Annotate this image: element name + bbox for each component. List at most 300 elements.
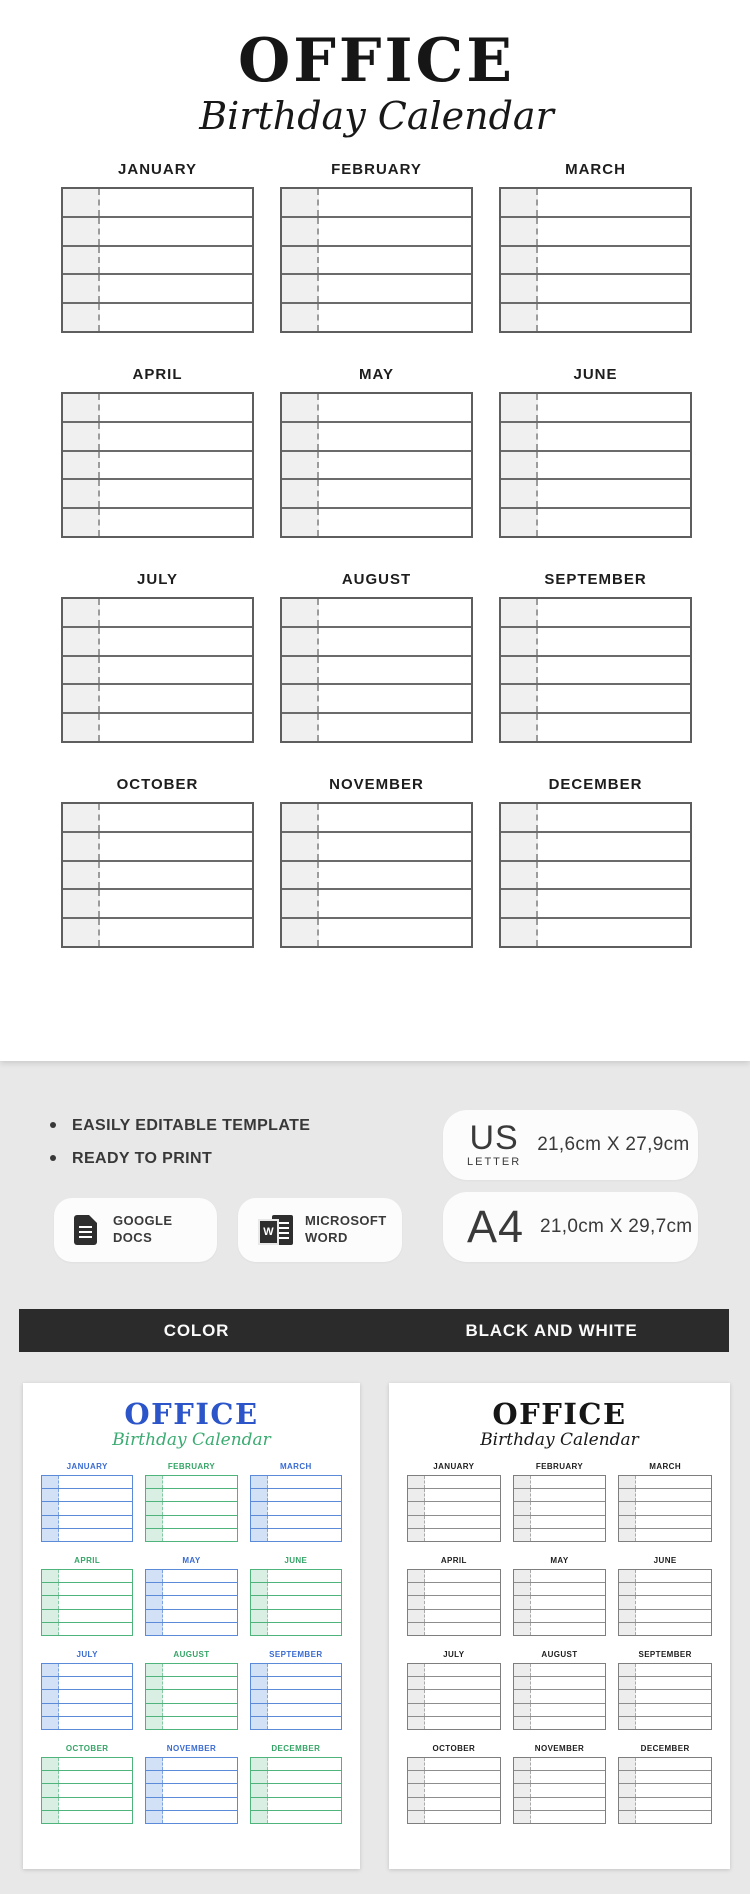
birthday-row	[501, 189, 690, 216]
month-august	[145, 1650, 237, 1730]
birthday-row	[501, 273, 690, 302]
date-cell	[514, 1717, 531, 1729]
birthday-row	[146, 1622, 236, 1635]
month-label: OCTOBER	[116, 776, 199, 793]
month-table	[250, 1757, 342, 1824]
date-cell	[408, 1811, 425, 1823]
birthday-row	[282, 804, 471, 831]
birthday-row	[251, 1770, 341, 1783]
date-cell	[42, 1690, 59, 1702]
birthday-row	[619, 1664, 711, 1676]
birthday-row	[42, 1783, 132, 1796]
date-cell	[146, 1784, 163, 1796]
month-table	[280, 392, 473, 538]
month-table	[407, 1757, 501, 1824]
birthday-row	[63, 831, 252, 860]
date-cell	[619, 1583, 636, 1595]
date-cell	[501, 247, 538, 274]
month-table	[250, 1475, 342, 1542]
page-title: OFFICE	[237, 26, 515, 96]
date-cell	[408, 1610, 425, 1622]
birthday-row	[251, 1703, 341, 1716]
birthday-row	[63, 507, 252, 536]
date-cell	[42, 1583, 59, 1595]
date-cell	[146, 1811, 163, 1823]
birthday-row	[146, 1515, 236, 1528]
month-may	[145, 1556, 237, 1636]
month-table	[41, 1569, 133, 1636]
date-cell	[251, 1664, 268, 1676]
date-cell	[282, 423, 319, 450]
birthday-row	[408, 1797, 500, 1810]
birthday-row	[514, 1488, 606, 1501]
date-cell	[408, 1704, 425, 1716]
month-july	[407, 1650, 501, 1730]
date-cell	[514, 1489, 531, 1501]
month-june	[250, 1556, 342, 1636]
birthday-row	[146, 1676, 236, 1689]
month-february	[513, 1462, 607, 1542]
microsoft-word-icon: W	[258, 1215, 293, 1245]
month-table	[280, 802, 473, 948]
date-cell	[501, 423, 538, 450]
birthday-row	[63, 189, 252, 216]
date-cell	[63, 480, 100, 507]
date-cell	[282, 189, 319, 216]
date-cell	[408, 1570, 425, 1582]
month-february	[145, 1462, 237, 1542]
month-label: SEPTEMBER	[638, 1650, 692, 1659]
date-cell	[42, 1798, 59, 1810]
size-sub: LETTER	[467, 1155, 522, 1168]
birthday-row	[146, 1488, 236, 1501]
month-table	[250, 1663, 342, 1730]
date-cell	[251, 1811, 268, 1823]
birthday-row	[619, 1515, 711, 1528]
date-cell	[42, 1758, 59, 1770]
month-label: JANUARY	[118, 161, 197, 178]
month-label: AUGUST	[541, 1650, 578, 1659]
month-table	[618, 1569, 712, 1636]
month-label: FEBRUARY	[331, 161, 422, 178]
month-label: OCTOBER	[65, 1744, 109, 1753]
date-cell	[282, 394, 319, 421]
birthday-row	[42, 1664, 132, 1676]
birthday-row	[42, 1689, 132, 1702]
bw-variant-thumbnail	[389, 1383, 730, 1869]
variant-label-color[interactable]: COLOR	[163, 1320, 230, 1340]
month-august	[513, 1650, 607, 1730]
birthday-row	[514, 1703, 606, 1716]
size-badge-a4	[443, 1192, 698, 1262]
feature-item: READY TO PRINT	[48, 1150, 310, 1168]
date-cell	[619, 1476, 636, 1488]
month-table	[41, 1475, 133, 1542]
date-cell	[514, 1704, 531, 1716]
feature-item: EASILY EDITABLE TEMPLATE	[48, 1117, 310, 1135]
birthday-row	[251, 1689, 341, 1702]
birthday-row	[501, 917, 690, 946]
date-cell	[63, 890, 100, 917]
month-label: APRIL	[440, 1556, 467, 1565]
date-cell	[619, 1717, 636, 1729]
date-cell	[619, 1771, 636, 1783]
date-cell	[146, 1489, 163, 1501]
birthday-row	[282, 394, 471, 421]
birthday-row	[501, 421, 690, 450]
date-cell	[408, 1489, 425, 1501]
birthday-row	[282, 917, 471, 946]
variant-label-black-and-white[interactable]: BLACK AND WHITE	[465, 1320, 638, 1340]
birthday-row	[63, 860, 252, 889]
month-label: JULY	[76, 1650, 98, 1659]
month-label: FEBRUARY	[167, 1462, 216, 1471]
birthday-row	[42, 1595, 132, 1608]
date-cell	[514, 1502, 531, 1514]
birthday-row	[501, 478, 690, 507]
birthday-row	[501, 860, 690, 889]
date-cell	[282, 304, 319, 331]
microsoft-word-chip[interactable]	[238, 1198, 402, 1262]
date-cell	[42, 1784, 59, 1796]
birthday-row	[42, 1515, 132, 1528]
date-cell	[501, 480, 538, 507]
date-cell	[42, 1623, 59, 1635]
date-cell	[408, 1583, 425, 1595]
month-table	[145, 1475, 237, 1542]
date-cell	[408, 1502, 425, 1514]
month-grid	[23, 1462, 360, 1824]
month-label: NOVEMBER	[534, 1744, 585, 1753]
birthday-row	[514, 1758, 606, 1770]
month-table	[499, 802, 692, 948]
birthday-row	[146, 1609, 236, 1622]
date-cell	[619, 1798, 636, 1810]
birthday-row	[501, 831, 690, 860]
date-cell	[42, 1476, 59, 1488]
birthday-row	[42, 1609, 132, 1622]
birthday-row	[63, 421, 252, 450]
month-label: NOVEMBER	[166, 1744, 217, 1753]
birthday-row	[619, 1622, 711, 1635]
month-table	[499, 597, 692, 743]
date-cell	[619, 1677, 636, 1689]
birthday-row	[514, 1528, 606, 1541]
date-cell	[282, 657, 319, 684]
birthday-row	[63, 478, 252, 507]
date-cell	[63, 804, 100, 831]
birthday-row	[619, 1758, 711, 1770]
birthday-row	[251, 1664, 341, 1676]
month-table	[499, 187, 692, 333]
date-cell	[619, 1570, 636, 1582]
birthday-row	[42, 1758, 132, 1770]
date-cell	[251, 1596, 268, 1608]
date-cell	[282, 862, 319, 889]
month-october	[407, 1744, 501, 1824]
birthday-row	[42, 1528, 132, 1541]
month-label: APRIL	[132, 366, 183, 383]
date-cell	[282, 804, 319, 831]
date-cell	[408, 1623, 425, 1635]
month-november	[145, 1744, 237, 1824]
birthday-row	[408, 1758, 500, 1770]
birthday-row	[501, 599, 690, 626]
color-variant-thumbnail	[23, 1383, 360, 1869]
date-cell	[282, 480, 319, 507]
date-cell	[514, 1596, 531, 1608]
birthday-row	[63, 216, 252, 245]
month-table	[407, 1475, 501, 1542]
month-table	[618, 1475, 712, 1542]
date-cell	[63, 628, 100, 655]
date-cell	[42, 1717, 59, 1729]
month-october	[61, 776, 254, 948]
date-cell	[282, 509, 319, 536]
date-cell	[514, 1784, 531, 1796]
birthday-row	[501, 655, 690, 684]
birthday-row	[282, 831, 471, 860]
date-cell	[282, 275, 319, 302]
date-cell	[251, 1771, 268, 1783]
date-cell	[251, 1502, 268, 1514]
month-january	[41, 1462, 133, 1542]
date-cell	[282, 890, 319, 917]
birthday-row	[514, 1797, 606, 1810]
birthday-row	[63, 804, 252, 831]
birthday-row	[282, 507, 471, 536]
date-cell	[146, 1771, 163, 1783]
date-cell	[63, 862, 100, 889]
birthday-row	[282, 888, 471, 917]
birthday-row	[42, 1622, 132, 1635]
date-cell	[501, 919, 538, 946]
chip-label: MICROSOFT WORD	[305, 1213, 387, 1245]
month-label: DECEMBER	[271, 1744, 321, 1753]
month-grid	[389, 1462, 730, 1824]
month-label: OCTOBER	[432, 1744, 476, 1753]
date-cell	[251, 1704, 268, 1716]
birthday-row	[501, 245, 690, 274]
date-cell	[514, 1583, 531, 1595]
birthday-row	[514, 1595, 606, 1608]
size-badge-us-letter	[443, 1110, 698, 1180]
date-cell	[282, 628, 319, 655]
month-label: JANUARY	[433, 1462, 475, 1471]
date-cell	[501, 452, 538, 479]
date-cell	[63, 685, 100, 712]
birthday-row	[619, 1689, 711, 1702]
month-september	[499, 571, 692, 743]
date-cell	[619, 1758, 636, 1770]
birthday-row	[282, 683, 471, 712]
birthday-row	[408, 1810, 500, 1823]
birthday-row	[619, 1797, 711, 1810]
date-cell	[146, 1610, 163, 1622]
date-cell	[251, 1489, 268, 1501]
birthday-row	[619, 1703, 711, 1716]
date-cell	[619, 1811, 636, 1823]
date-cell	[146, 1704, 163, 1716]
birthday-row	[282, 712, 471, 741]
date-cell	[408, 1717, 425, 1729]
date-cell	[146, 1717, 163, 1729]
date-cell	[619, 1690, 636, 1702]
month-table	[61, 802, 254, 948]
date-cell	[63, 599, 100, 626]
birthday-row	[501, 216, 690, 245]
date-cell	[408, 1784, 425, 1796]
date-cell	[63, 394, 100, 421]
birthday-row	[619, 1582, 711, 1595]
birthday-row	[42, 1501, 132, 1514]
date-cell	[63, 452, 100, 479]
month-table	[280, 597, 473, 743]
birthday-row	[63, 273, 252, 302]
birthday-row	[408, 1515, 500, 1528]
date-cell	[251, 1516, 268, 1528]
date-cell	[251, 1529, 268, 1541]
birthday-row	[146, 1810, 236, 1823]
month-table	[618, 1757, 712, 1824]
date-cell	[42, 1704, 59, 1716]
month-table	[61, 187, 254, 333]
month-september	[618, 1650, 712, 1730]
google-docs-icon	[74, 1215, 97, 1245]
date-cell	[619, 1610, 636, 1622]
month-label: JANUARY	[66, 1462, 108, 1471]
month-label: NOVEMBER	[329, 776, 424, 793]
date-cell	[514, 1690, 531, 1702]
birthday-row	[42, 1476, 132, 1488]
birthday-row	[619, 1595, 711, 1608]
date-cell	[63, 275, 100, 302]
month-label: JULY	[443, 1650, 465, 1659]
month-april	[407, 1556, 501, 1636]
date-cell	[63, 657, 100, 684]
birthday-row	[251, 1716, 341, 1729]
birthday-row	[408, 1609, 500, 1622]
date-cell	[514, 1516, 531, 1528]
month-label: JUNE	[284, 1556, 308, 1565]
birthday-row	[251, 1528, 341, 1541]
birthday-row	[42, 1797, 132, 1810]
date-cell	[251, 1570, 268, 1582]
date-cell	[146, 1758, 163, 1770]
date-cell	[63, 304, 100, 331]
date-cell	[146, 1798, 163, 1810]
birthday-row	[146, 1570, 236, 1582]
date-cell	[514, 1758, 531, 1770]
month-label: MAY	[359, 366, 394, 383]
birthday-row	[514, 1664, 606, 1676]
birthday-row	[408, 1476, 500, 1488]
page-subtitle: Birthday Calendar	[199, 94, 554, 138]
date-cell	[619, 1664, 636, 1676]
date-cell	[514, 1610, 531, 1622]
birthday-row	[146, 1476, 236, 1488]
date-cell	[63, 714, 100, 741]
birthday-row	[408, 1676, 500, 1689]
date-cell	[146, 1690, 163, 1702]
month-april	[41, 1556, 133, 1636]
birthday-row	[251, 1570, 341, 1582]
date-cell	[63, 833, 100, 860]
month-table	[280, 187, 473, 333]
birthday-row	[514, 1501, 606, 1514]
size-code: A4	[467, 1200, 525, 1252]
birthday-row	[501, 683, 690, 712]
birthday-row	[501, 507, 690, 536]
birthday-row	[514, 1622, 606, 1635]
date-cell	[146, 1570, 163, 1582]
date-cell	[501, 304, 538, 331]
birthday-row	[63, 599, 252, 626]
month-label: MARCH	[649, 1462, 682, 1471]
month-table	[250, 1569, 342, 1636]
variant-header-bar	[19, 1309, 729, 1352]
birthday-row	[251, 1609, 341, 1622]
birthday-row	[251, 1810, 341, 1823]
birthday-row	[251, 1622, 341, 1635]
birthday-row	[282, 245, 471, 274]
date-cell	[619, 1529, 636, 1541]
date-cell	[408, 1677, 425, 1689]
birthday-row	[42, 1488, 132, 1501]
birthday-row	[146, 1797, 236, 1810]
date-cell	[42, 1677, 59, 1689]
birthday-row	[514, 1783, 606, 1796]
month-table	[618, 1663, 712, 1730]
product-info-section	[0, 1061, 750, 1894]
date-cell	[251, 1623, 268, 1635]
month-table	[61, 392, 254, 538]
month-label: AUGUST	[341, 571, 412, 588]
birthday-row	[514, 1570, 606, 1582]
birthday-row	[514, 1676, 606, 1689]
month-may	[513, 1556, 607, 1636]
date-cell	[146, 1596, 163, 1608]
date-cell	[251, 1583, 268, 1595]
month-january	[61, 161, 254, 333]
birthday-row	[63, 683, 252, 712]
date-cell	[408, 1664, 425, 1676]
birthday-row	[282, 421, 471, 450]
birthday-row	[42, 1676, 132, 1689]
month-label: MAY	[550, 1556, 569, 1565]
birthday-row	[251, 1476, 341, 1488]
date-cell	[42, 1516, 59, 1528]
google-docs-chip[interactable]	[54, 1198, 217, 1262]
month-table	[145, 1757, 237, 1824]
month-label: JUNE	[573, 366, 618, 383]
date-cell	[251, 1717, 268, 1729]
month-table	[407, 1663, 501, 1730]
date-cell	[146, 1583, 163, 1595]
date-cell	[42, 1664, 59, 1676]
date-cell	[42, 1610, 59, 1622]
date-cell	[501, 189, 538, 216]
month-january	[407, 1462, 501, 1542]
birthday-row	[63, 888, 252, 917]
date-cell	[501, 862, 538, 889]
month-label: MAY	[182, 1556, 201, 1565]
month-label: APRIL	[74, 1556, 101, 1565]
date-cell	[501, 509, 538, 536]
date-cell	[408, 1771, 425, 1783]
month-table	[145, 1569, 237, 1636]
date-cell	[63, 189, 100, 216]
